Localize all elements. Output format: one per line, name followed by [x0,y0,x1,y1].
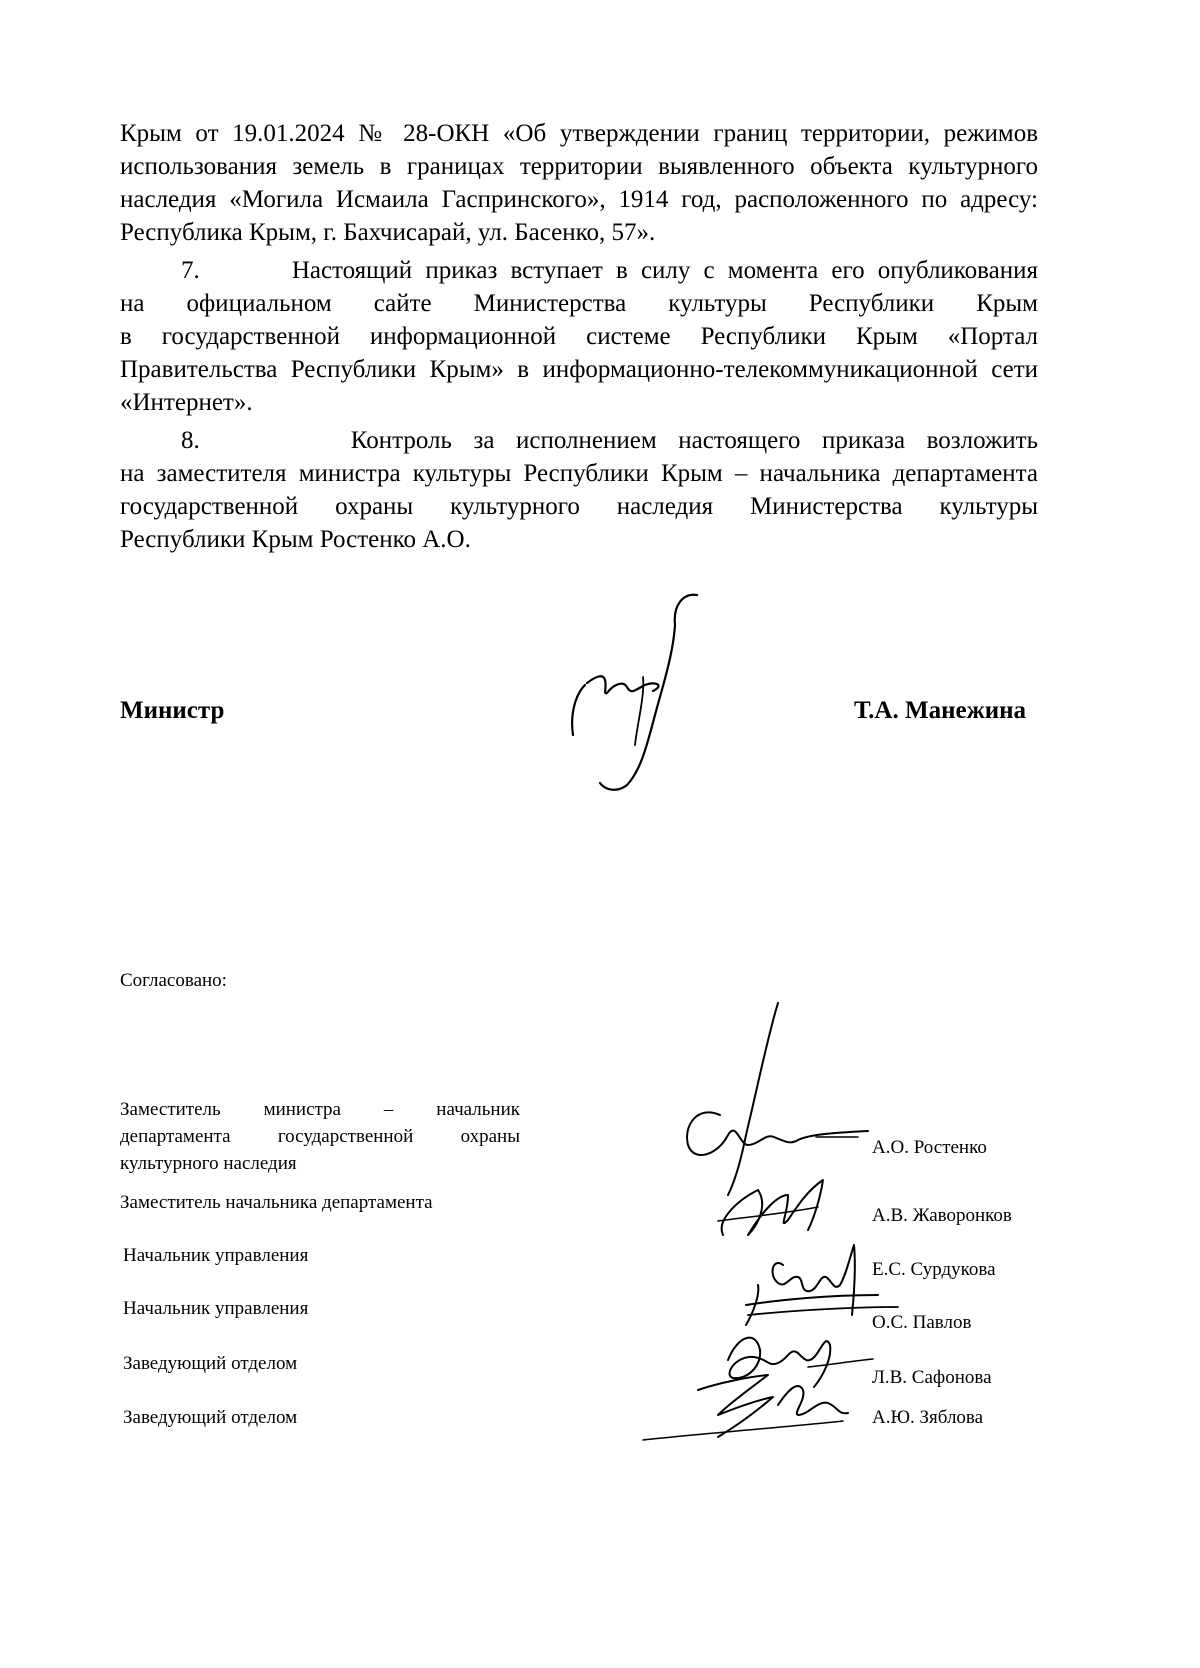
body-line: Республика Крым, г. Бахчисарай, ул. Басенко, 57». [120,219,656,246]
paragraph-7-line: на официальном сайте Министерства культуры Республики Крым [120,290,1038,317]
approval-name: О.С. Павлов [872,1312,972,1333]
approval-name: А.В. Жаворонков [872,1205,1012,1226]
approval-name: Л.В. Сафонова [872,1367,992,1388]
paragraph-7-line: «Интернет». [120,389,253,416]
approval-position: Заведующий отделом [123,1353,298,1374]
paragraph-8-line: на заместителя министра культуры Республики Крым – начальника департамента [120,460,1038,487]
approval-name: А.О. Ростенко [872,1137,987,1158]
approval-heading: Согласовано: [120,970,227,991]
approval-position-line: Заместитель министра – начальник [120,1099,520,1120]
paragraph-8-line: государственной охраны культурного наследия Министерства культуры [120,493,1038,520]
approval-name: Е.С. Сурдукова [872,1259,996,1280]
minister-signature [555,585,755,805]
approval-position: Начальник управления [123,1245,309,1266]
approval-name: А.Ю. Зяблова [872,1407,984,1428]
paragraph-8-line: 8. Контроль за исполнением настоящего приказа возложить [181,427,1038,454]
signatory-name: Т.А. Манежина [854,697,1027,724]
approval-signatures [628,995,888,1455]
body-line: использования земель в границах территории выявленного объекта культурного [120,153,1038,180]
approval-position: Начальник управления [123,1298,309,1319]
body-line: наследия «Могила Исмаила Гаспринского», 1914 год, расположенного по адресу: [120,186,1038,213]
approval-position-line: департамента государственной охраны [120,1126,520,1147]
paragraph-7-line: 7. Настоящий приказ вступает в силу с момента его опубликования [181,257,1038,284]
approval-position: Заведующий отделом [123,1407,298,1428]
signatory-title: Министр [120,697,225,724]
paragraph-7-line: в государственной информационной системе Республики Крым «Портал [120,323,1038,350]
paragraph-8-line: Республики Крым Ростенко А.О. [120,526,471,553]
approval-position-line: культурного наследия [120,1153,297,1174]
body-line: Крым от 19.01.2024 № 28-ОКН «Об утверждении границ территории, режимов [120,120,1038,147]
approval-position: Заместитель начальника департамента [120,1192,433,1213]
paragraph-7-line: Правительства Республики Крым» в информационно-телекоммуникационной сети [120,356,1038,383]
